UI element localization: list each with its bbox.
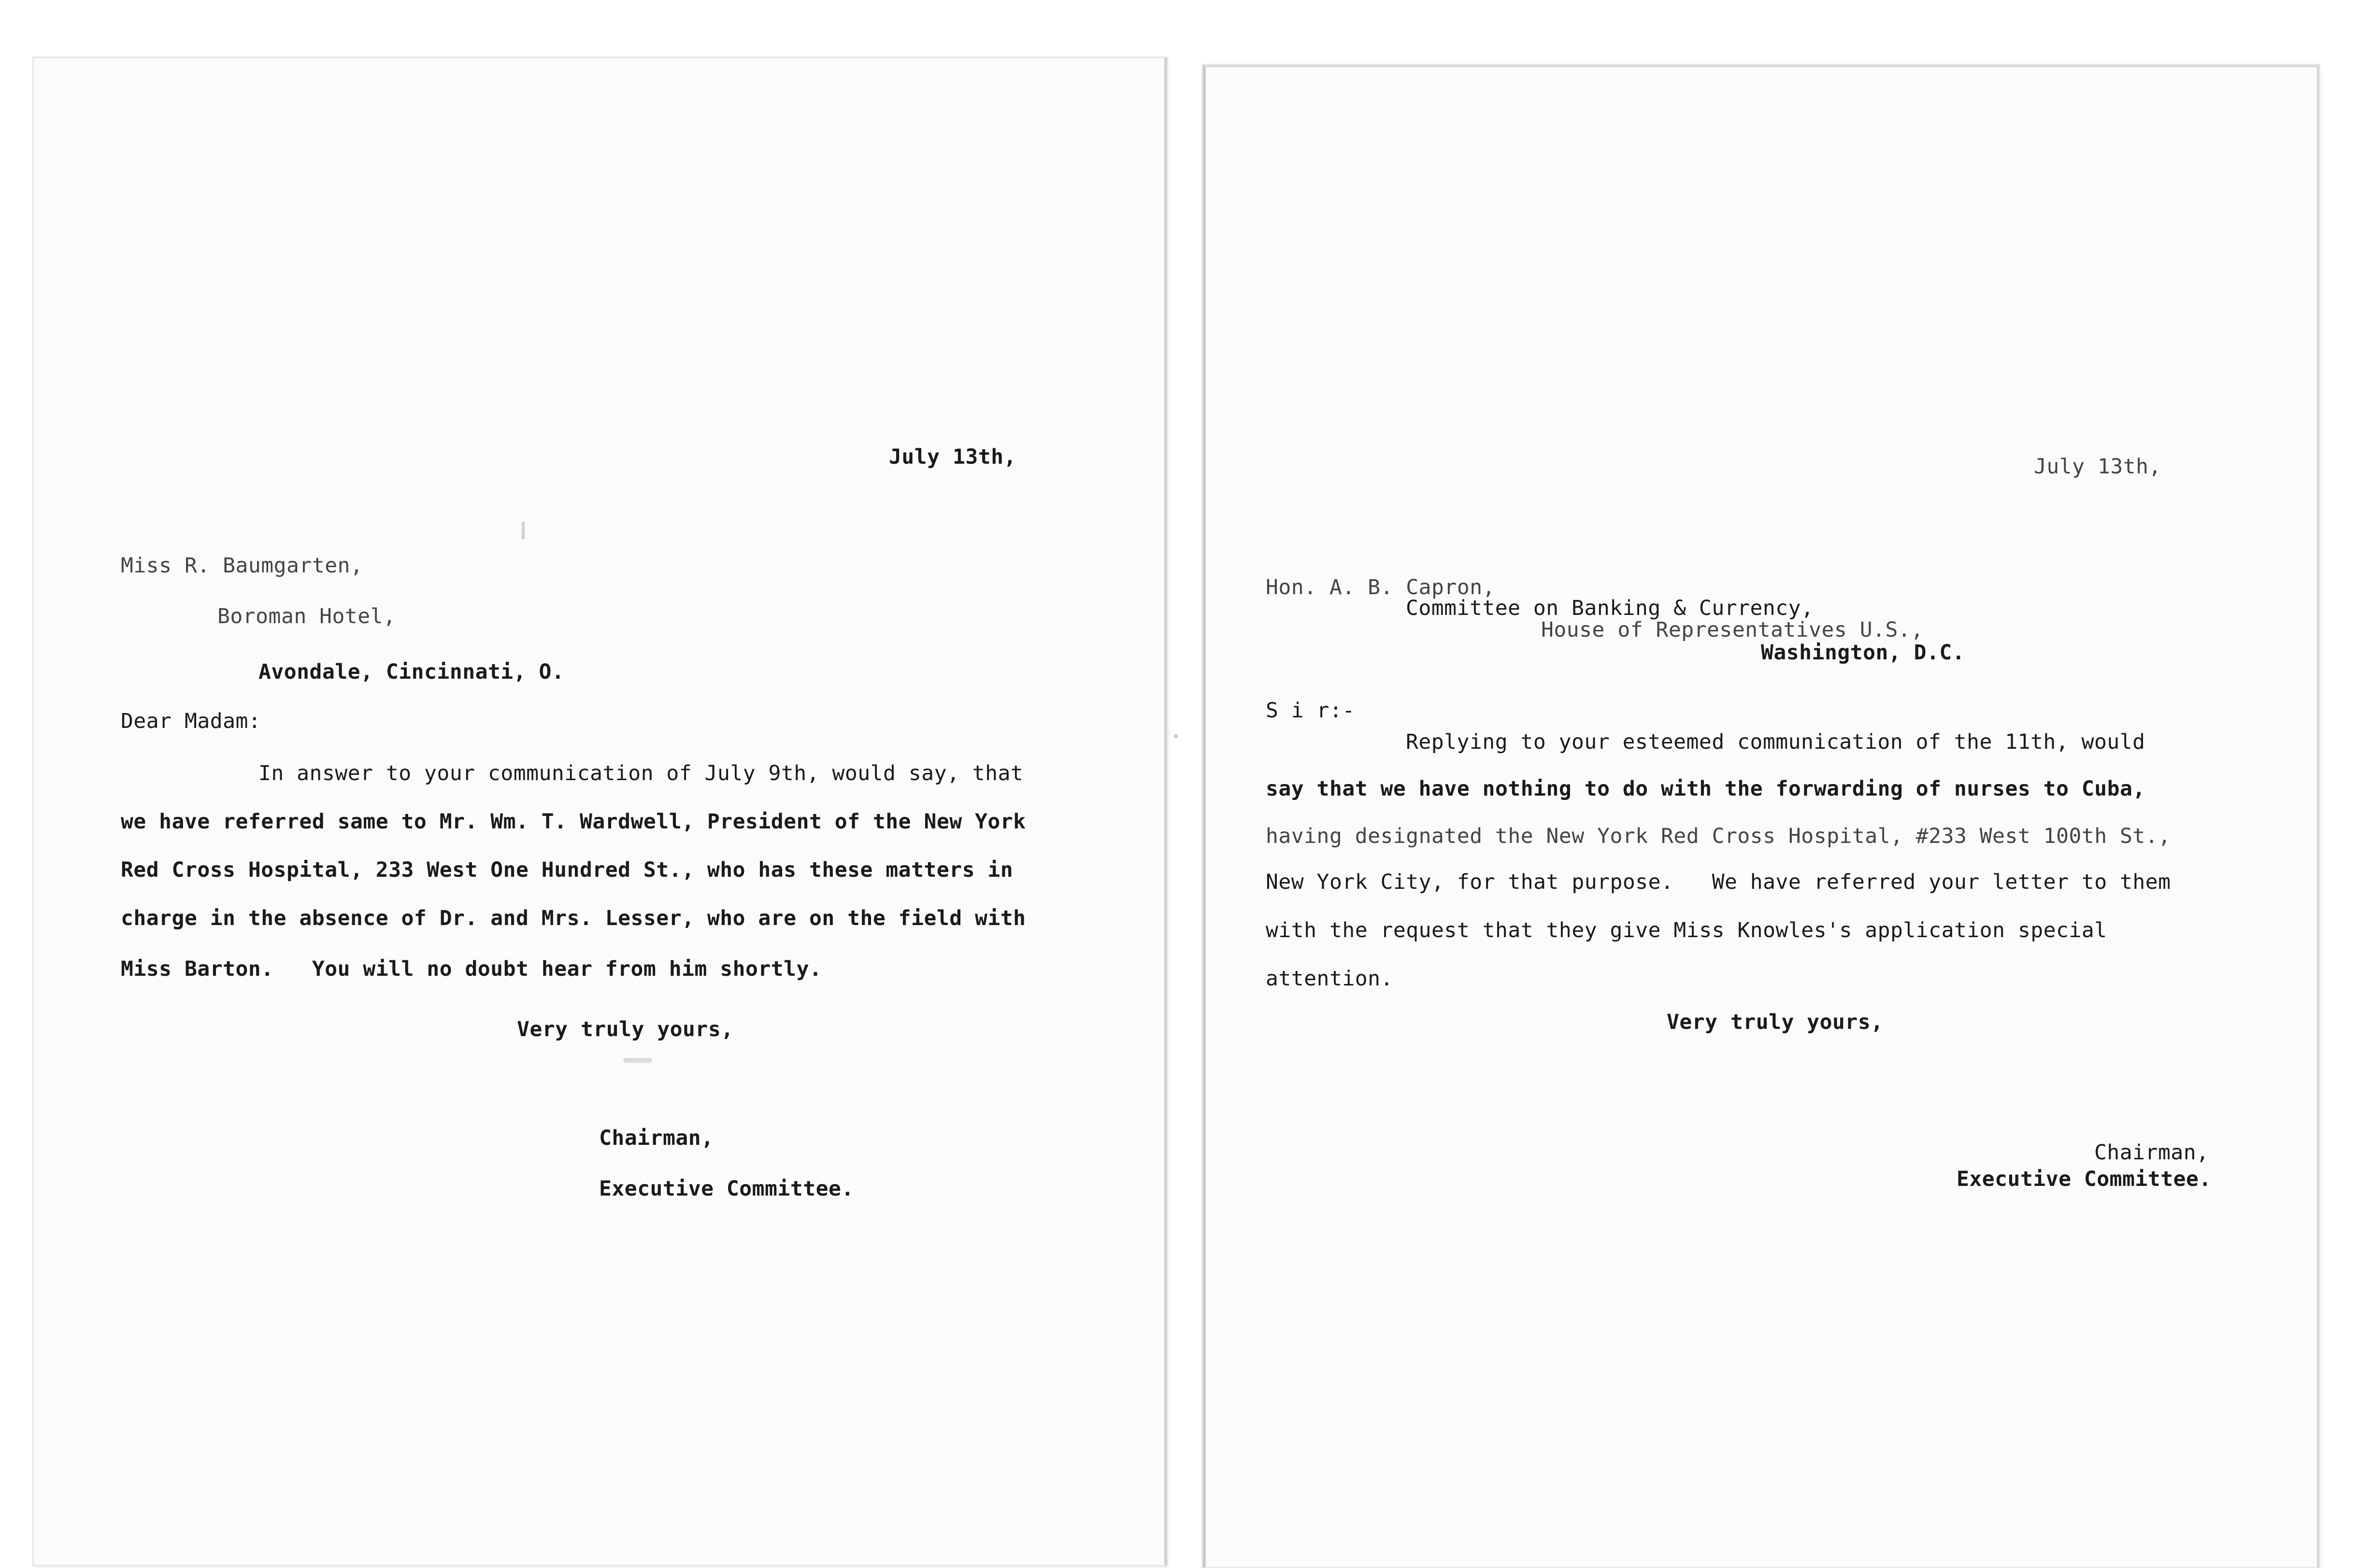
left-recipient-address-1: Boroman Hotel, [217,604,396,628]
left-body-line-5: Miss Barton. You will no doubt hear from him shortly. [121,957,822,981]
left-signature-title-2: Executive Committee. [599,1177,854,1201]
left-salutation: Dear Madam: [121,709,261,733]
right-body-line-5: with the request that they give Miss Knowles's application special [1266,918,2107,942]
left-signature-title-1: Chairman, [599,1126,714,1150]
right-recipient-address-3: Washington, D.C. [1761,641,1965,665]
paper-tick [522,522,525,539]
right-signature-title-2: Executive Committee. [1957,1167,2212,1191]
paper-smudge [623,1058,652,1063]
left-body-line-1: In answer to your communication of July 9th, would say, that [258,761,1024,785]
left-recipient-address-2: Avondale, Cincinnati, O. [258,660,565,684]
right-body-line-2: say that we have nothing to do with the forwarding of nurses to Cuba, [1266,777,2145,801]
right-body-line-6: attention. [1266,967,1393,991]
left-closing: Very truly yours, [517,1017,734,1041]
right-body-line-1: Replying to your esteemed communication of the 11th, would [1406,730,2145,754]
right-closing: Very truly yours, [1667,1010,1884,1034]
right-recipient-name: Hon. A. B. Capron, [1266,575,1495,599]
left-body-line-3: Red Cross Hospital, 233 West One Hundred St., who has these matters in [121,858,1014,882]
right-body-line-4: New York City, for that purpose. We have referred your letter to them [1266,870,2171,894]
right-letter-date: July 13th, [2034,455,2161,479]
left-body-line-4: charge in the absence of Dr. and Mrs. Lesser, who are on the field with [121,906,1026,930]
right-recipient-address-1: Committee on Banking & Currency, [1406,596,1814,620]
right-salutation: S i r:- [1266,698,1355,723]
right-body-line-3: having designated the New York Red Cross Hospital, #233 West 100th St., [1266,824,2171,848]
left-recipient-name: Miss R. Baumgarten, [121,554,363,578]
letter-page-right [1203,65,2319,1567]
left-letter-date: July 13th, [889,445,1016,469]
right-signature-title-1: Chairman, [2094,1140,2209,1165]
left-body-line-2: we have referred same to Mr. Wm. T. Wardwell, President of the New York [121,810,1026,834]
right-recipient-address-2: House of Representatives U.S., [1541,618,1924,642]
paper-speck [1174,734,1178,738]
